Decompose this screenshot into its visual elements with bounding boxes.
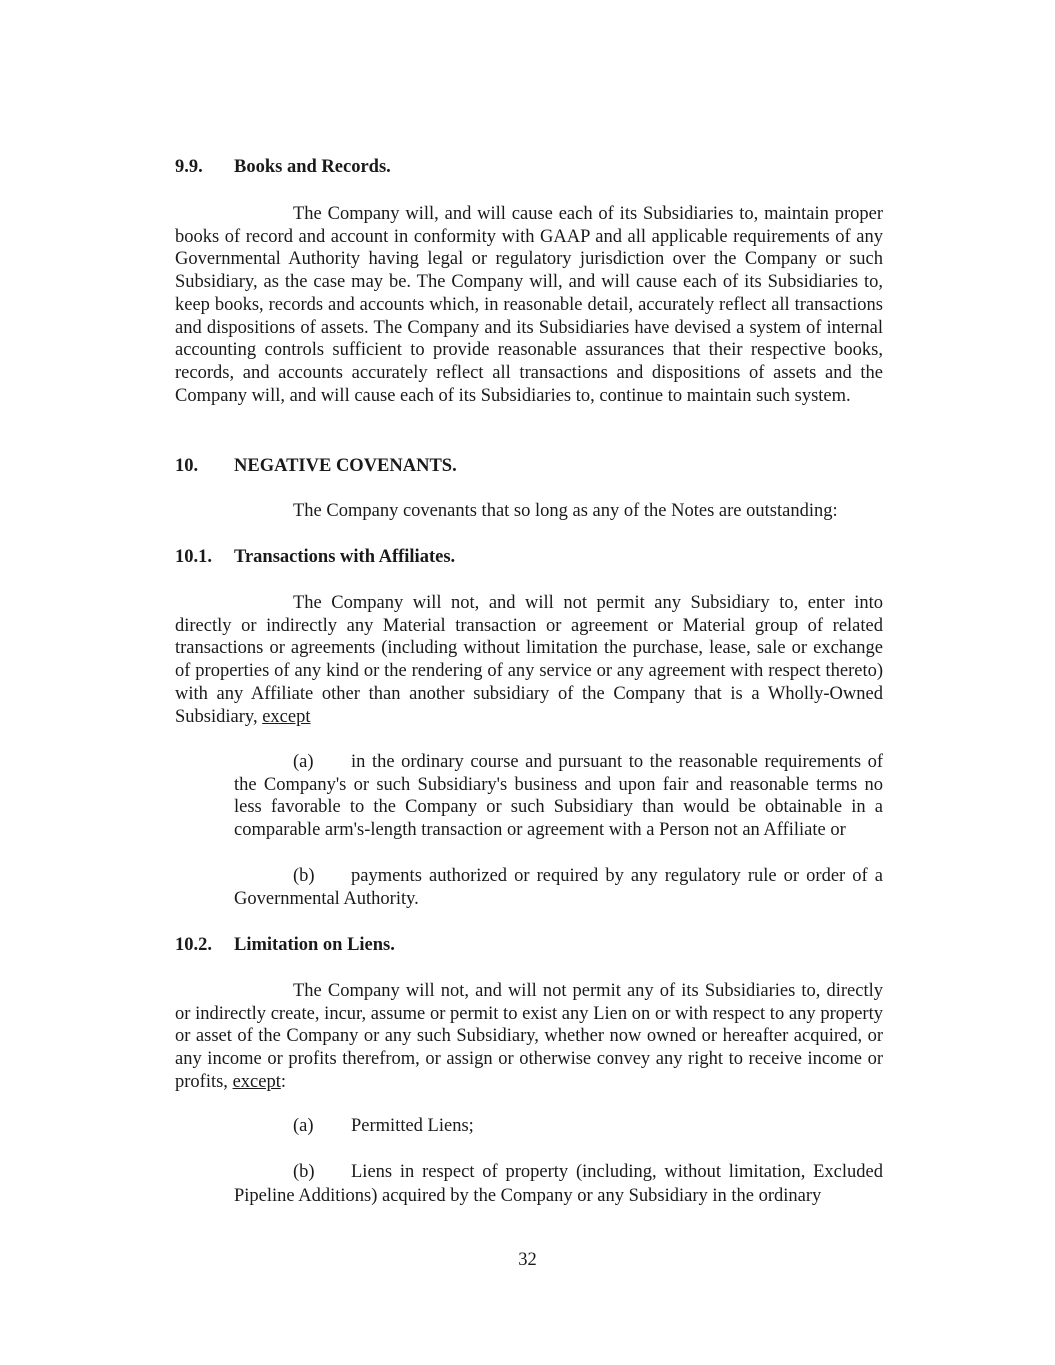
section-number: 10. [175, 456, 199, 476]
section-9-9-paragraph: The Company will, and will cause each of its Subsidiaries to, maintain proper books of record and account in conformity with GAAP and all applicable requirements of any Governmental Authority having legal or regulatory jurisdiction over the Company or such Subsidiary, as the case may be. The Company will, and will cause each of its Subsidiaries to, keep books, records and accounts which, in reasonable detail, accurately reflect all transactions and dispositions of assets. The Company and its Subsidiaries have devised a system of internal accounting controls sufficient to provide reasonable assurances that their respective books, records, and accounts accurately reflect all transactions and dispositions of assets and the Company will, and will cause each of its Subsidiaries to, continue to maintain such system. [175, 204, 883, 406]
paragraph-text: The Company will not, and will not permit any Subsidiary to, enter into directly or indirectly any Material transaction or agreement or Material group of related transactions or agreements (including without limitation the purchase, lease, sale or exchange of properties of any kind or the rendering of any service or any agreement with respect thereto) with any Affiliate other than another subsidiary of the Company that is a Wholly-Owned Subsidiary, [175, 593, 883, 727]
page-number: 32 [518, 1250, 537, 1270]
clause-label: (a) [293, 752, 314, 772]
section-title: Books and Records. [234, 157, 391, 177]
except-word: except [262, 706, 311, 727]
section-title: NEGATIVE COVENANTS. [234, 456, 457, 476]
section-10-2-clause-a [293, 1115, 474, 1138]
paragraph-text: The Company will not, and will not permit any of its Subsidiaries to, directly or indirectly create, incur, assume or permit to exist any Lien on or with respect to any property or asset of the Company or any such Subsidiary, whether now owned or hereafter acquired, or any income or profits therefrom, or assign or otherwise convey any right to receive income or profits, [175, 981, 883, 1092]
clause-text: payments authorized or required by any regulatory rule or order of a Governmental Authority. [234, 866, 883, 909]
section-10-1-paragraph [175, 592, 883, 728]
section-title: Limitation on Liens. [234, 935, 395, 955]
section-number: 9.9. [175, 157, 203, 177]
section-title: Transactions with Affiliates. [234, 547, 456, 567]
section-10-1-clause-b [234, 865, 883, 910]
section-number: 10.1. [175, 547, 212, 567]
section-10-1-heading [175, 546, 455, 569]
section-10-2-paragraph [175, 980, 883, 1094]
section-10-2-heading [175, 934, 395, 957]
section-10-heading [175, 455, 457, 478]
section-10-2-clause-b [234, 1160, 883, 1208]
clause-text: Liens in respect of property (including, without limitation, Excluded Pipeline Additions) acquired by the Company or any Subsidiary in the ordinary [234, 1162, 883, 1206]
clause-label: (b) [293, 1162, 315, 1182]
clause-label: (a) [293, 1116, 314, 1136]
section-9-9-heading [175, 156, 391, 179]
section-10-1-clause-a [234, 751, 883, 842]
section-number: 10.2. [175, 935, 212, 955]
section-10-intro: The Company covenants that so long as any of the Notes are outstanding: [293, 501, 838, 521]
clause-label: (b) [293, 866, 315, 886]
except-suffix: : [280, 1071, 286, 1092]
clause-text: Permitted Liens; [351, 1116, 474, 1136]
clause-text: in the ordinary course and pursuant to the reasonable requirements of the Company's or such Subsidiary's business and upon fair and reasonable terms no less favorable to the Company or such Subsidiary than would be obtainable in a comparable arm's-length transaction or agreement with a Person not an Affiliate or [234, 752, 883, 841]
except-word: except [232, 1071, 281, 1092]
